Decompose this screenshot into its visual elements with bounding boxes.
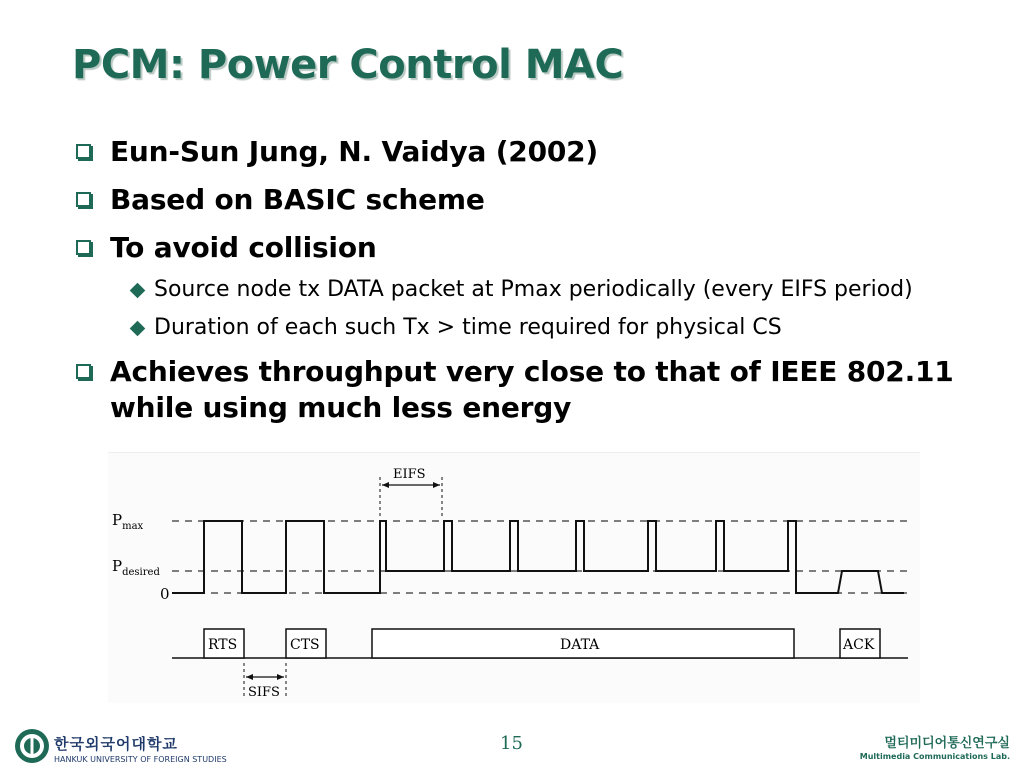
sub-bullet-item (72, 312, 972, 344)
sub-bullet-text: Source node tx DATA packet at Pmax periodically (every EIFS period) (154, 277, 913, 302)
university-emblem-icon (14, 728, 50, 764)
bullet-item (72, 354, 972, 426)
zero-label: 0 (160, 585, 170, 603)
lab-name-en: Multimedia Communications Lab. (859, 752, 1010, 761)
power-timing-diagram (108, 452, 920, 703)
pdesired-label: $P_{desired}$ (112, 557, 160, 578)
page-number: 15 (500, 733, 523, 754)
power-waveform (172, 521, 904, 593)
pmax-label: $P_{max}$ (112, 511, 144, 532)
bullet-text: Achieves throughput very close to that of IEEE 802.11 while using much less energy (110, 355, 954, 424)
square-bullet-icon (76, 364, 91, 379)
bullet-list (72, 134, 972, 438)
university-name (54, 733, 227, 764)
bullet-item (72, 182, 972, 218)
sifs-label: SIFS (248, 685, 280, 700)
square-bullet-icon (76, 144, 91, 159)
sub-bullet-item (72, 274, 972, 306)
bullet-item (72, 230, 972, 266)
diamond-bullet-icon (130, 321, 146, 337)
lab-name-ko: 멀티미디어통신연구실 (884, 736, 1010, 751)
bullet-item (72, 134, 972, 170)
sub-bullet-text: Duration of each such Tx > time required for physical CS (154, 315, 782, 340)
timing-diagram-svg (108, 453, 920, 703)
university-name-en: HANKUK UNIVERSITY OF FOREIGN STUDIES (54, 755, 227, 764)
cts-label: CTS (290, 637, 320, 653)
slide-title: PCM: Power Control MAC (72, 42, 624, 88)
university-name-ko: 한국외국어대학교 (54, 735, 178, 753)
square-bullet-icon (76, 192, 91, 207)
diamond-bullet-icon (130, 283, 146, 299)
square-bullet-icon (76, 240, 91, 255)
rts-label: RTS (208, 637, 238, 653)
data-label: DATA (560, 637, 600, 653)
ack-label: ACK (843, 637, 875, 653)
university-logo (14, 728, 50, 768)
bullet-text: To avoid collision (110, 231, 377, 264)
eifs-label: EIFS (393, 467, 426, 482)
bullet-text: Eun-Sun Jung, N. Vaidya (2002) (110, 135, 599, 168)
lab-name (860, 732, 1010, 761)
bullet-text: Based on BASIC scheme (110, 183, 485, 216)
